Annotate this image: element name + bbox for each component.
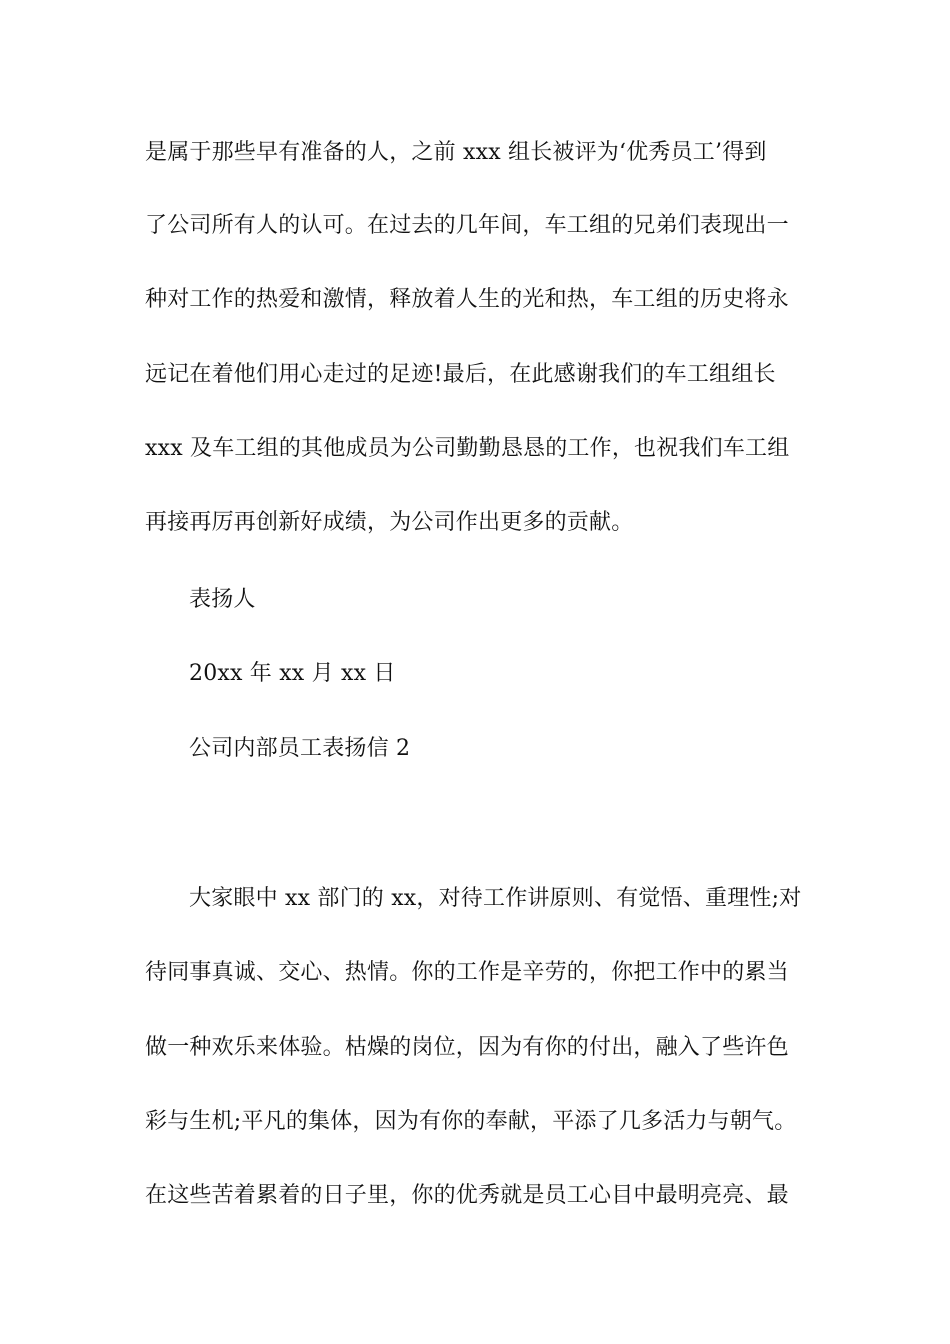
paragraph-line: 待同事真诚、交心、热情。你的工作是辛劳的，你把工作中的累当 [145, 960, 789, 985]
paragraph-line: 在这些苦着累着的日子里，你的优秀就是员工心目中最明亮亮、最 [145, 1183, 789, 1208]
paragraph-line: 了公司所有人的认可。在过去的几年间，车工组的兄弟们表现出一 [145, 213, 789, 238]
paragraph-line: 是属于那些早有准备的人，之前 xxx 组长被评为‘优秀员工’得到 [145, 140, 767, 165]
paragraph-line: 再接再厉再创新好成绩，为公司作出更多的贡献。 [145, 510, 634, 535]
paragraph-line: 做一种欢乐来体验。枯燥的岗位，因为有你的付出，融入了些许色 [145, 1035, 789, 1060]
paragraph-line: 种对工作的热爱和激情，释放着人生的光和热，车工组的历史将永 [145, 287, 789, 312]
section-heading: 公司内部员工表扬信 2 [189, 736, 411, 761]
paragraph-line: xxx 及车工组的其他成员为公司勤勤恳恳的工作，也祝我们车工组 [145, 436, 790, 461]
paragraph-line: 彩与生机;平凡的集体，因为有你的奉献，平添了几多活力与朝气。 [145, 1109, 797, 1134]
signer-label: 表扬人 [189, 587, 256, 612]
letter-date: 20xx 年 xx 月 xx 日 [189, 661, 396, 686]
paragraph-line: 远记在着他们用心走过的足迹!最后，在此感谢我们的车工组组长 [145, 362, 776, 387]
paragraph-line: 大家眼中 xx 部门的 xx，对待工作讲原则、有觉悟、重理性;对 [189, 886, 802, 911]
